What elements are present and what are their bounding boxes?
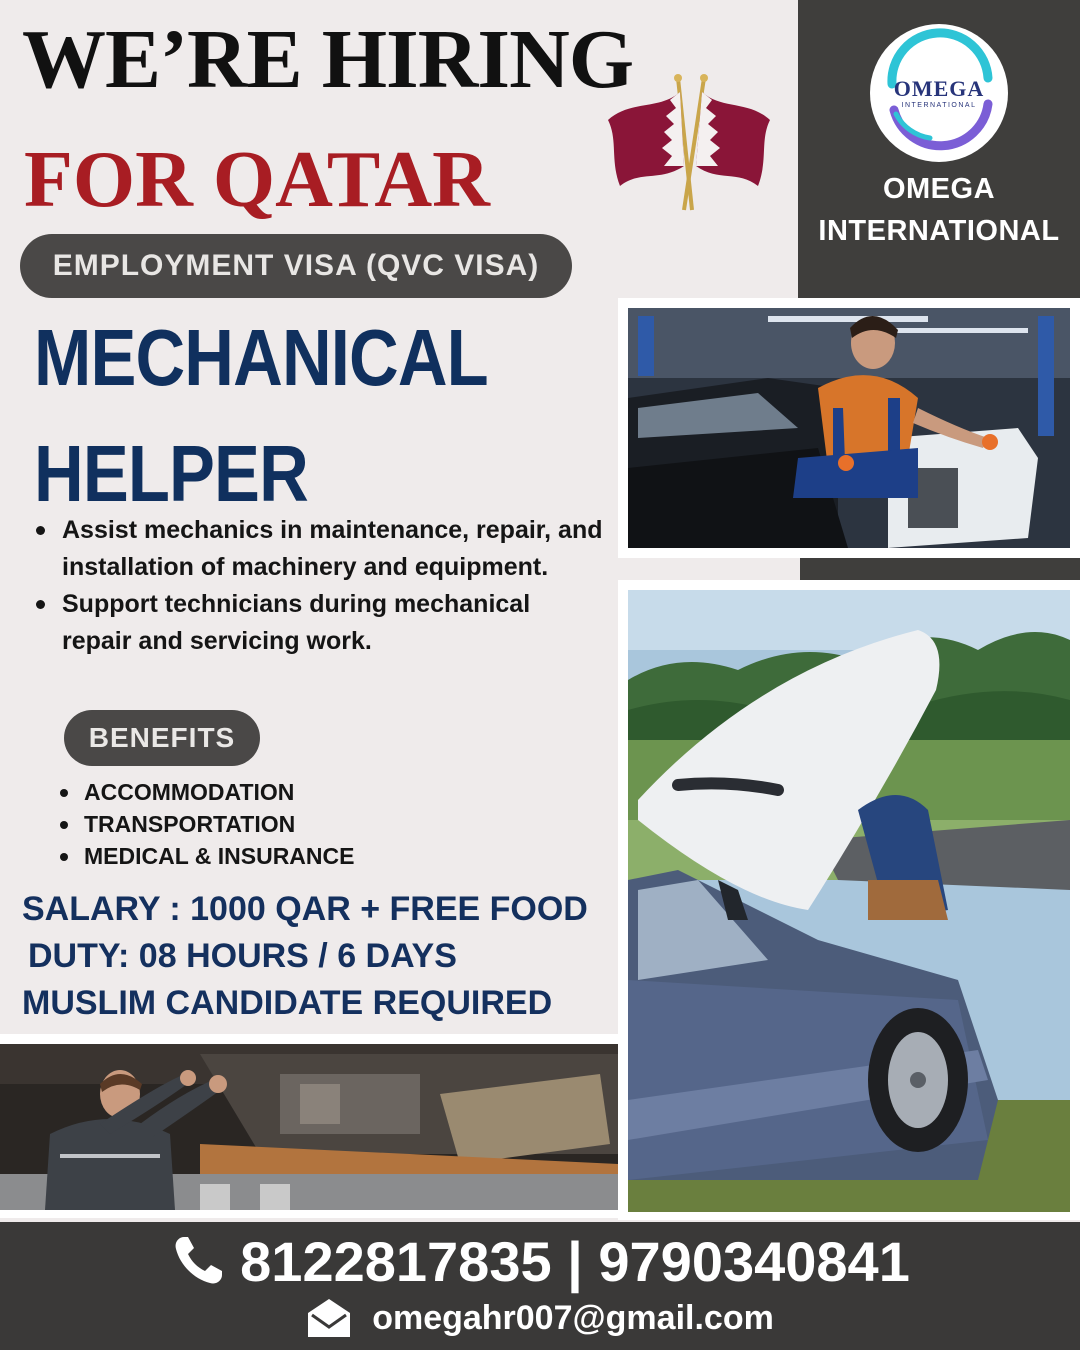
qatar-flag-icon: [600, 70, 780, 220]
duty-item: Support technicians during mechanical repair and servicing work.: [34, 586, 604, 660]
divider-strip: [800, 556, 1080, 580]
salary-text: SALARY : 1000 QAR + FREE FOOD: [22, 890, 588, 928]
benefit-item: TRANSPORTATION: [58, 808, 354, 840]
brand-name-line2: INTERNATIONAL: [818, 215, 1060, 247]
duty-item: Assist mechanics in maintenance, repair, and installation of machinery and equipment.: [34, 512, 604, 586]
phone-numbers[interactable]: 8122817835 | 9790340841: [240, 1229, 910, 1293]
email-row: [0, 1292, 1080, 1344]
benefits-list: [58, 776, 354, 872]
phone-row: [0, 1226, 1080, 1296]
phone-icon: [170, 1233, 226, 1289]
undercarriage-photo: [0, 1034, 626, 1218]
duties-list: [34, 512, 604, 660]
benefit-item: ACCOMMODATION: [58, 776, 354, 808]
visa-type-badge: EMPLOYMENT VISA (QVC VISA): [20, 234, 572, 298]
roadside-repair-photo: [618, 580, 1080, 1220]
job-title: [34, 300, 488, 532]
job-terms: [22, 886, 588, 1027]
email-address[interactable]: omegahr007@gmail.com: [372, 1298, 774, 1337]
job-title-line2: HELPER: [34, 429, 308, 518]
benefit-item: MEDICAL & INSURANCE: [58, 840, 354, 872]
duty-text: DUTY: 08 HOURS / 6 DAYS: [28, 937, 457, 975]
requirement-text: MUSLIM CANDIDATE REQUIRED: [22, 984, 553, 1022]
logo-subtext: INTERNATIONAL: [901, 102, 977, 109]
mail-icon: [306, 1297, 352, 1339]
job-title-line1: MECHANICAL: [34, 313, 488, 402]
workshop-photo: [618, 298, 1080, 558]
brand-name: [798, 168, 1080, 252]
benefits-heading: BENEFITS: [64, 710, 260, 766]
brand-name-line1: OMEGA: [882, 173, 996, 205]
subheadline: FOR QATAR: [24, 136, 490, 224]
headline: WE’RE HIRING: [22, 13, 634, 106]
logo-text: OMEGA: [893, 76, 985, 101]
